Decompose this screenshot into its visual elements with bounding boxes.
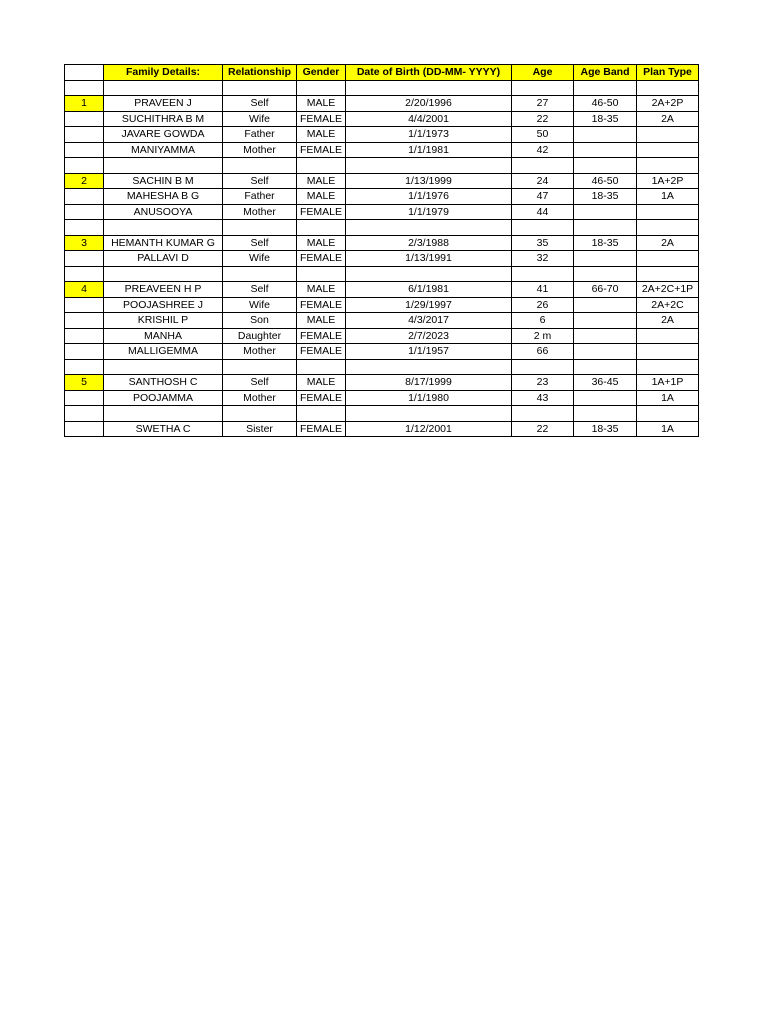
spacer-cell bbox=[297, 158, 346, 174]
plan-type-cell: 2A+2C+1P bbox=[637, 282, 699, 298]
spacer-cell bbox=[104, 406, 223, 422]
age-band-cell bbox=[574, 313, 637, 329]
spacer-cell bbox=[297, 220, 346, 236]
spacer-cell bbox=[574, 158, 637, 174]
family-number-cell bbox=[65, 297, 104, 313]
date-of-birth-cell: 1/12/2001 bbox=[346, 421, 512, 437]
age-band-cell: 18-35 bbox=[574, 189, 637, 205]
spacer-cell bbox=[65, 406, 104, 422]
family-number-cell: 1 bbox=[65, 96, 104, 112]
gender-cell: FEMALE bbox=[297, 204, 346, 220]
plan-type-cell: 2A bbox=[637, 235, 699, 251]
age-cell: 27 bbox=[512, 96, 574, 112]
age-cell: 47 bbox=[512, 189, 574, 205]
relationship-cell: Sister bbox=[223, 421, 297, 437]
gender-cell: FEMALE bbox=[297, 328, 346, 344]
age-cell: 6 bbox=[512, 313, 574, 329]
spacer-cell bbox=[637, 80, 699, 96]
spacer-cell bbox=[574, 359, 637, 375]
spacer-cell bbox=[346, 266, 512, 282]
age-band-cell: 46-50 bbox=[574, 173, 637, 189]
age-cell: 41 bbox=[512, 282, 574, 298]
table-row bbox=[65, 328, 699, 344]
age-cell: 66 bbox=[512, 344, 574, 360]
header-cell-blank bbox=[65, 65, 104, 81]
spacer-cell bbox=[104, 158, 223, 174]
spacer-cell bbox=[512, 266, 574, 282]
relationship-cell: Self bbox=[223, 282, 297, 298]
member-name-cell: MALLIGEMMA bbox=[104, 344, 223, 360]
family-number-cell bbox=[65, 111, 104, 127]
spacer-cell bbox=[574, 406, 637, 422]
spacer-cell bbox=[346, 406, 512, 422]
spacer-cell bbox=[104, 220, 223, 236]
age-cell: 43 bbox=[512, 390, 574, 406]
gender-cell: FEMALE bbox=[297, 390, 346, 406]
gender-cell: MALE bbox=[297, 282, 346, 298]
member-name-cell: MANIYAMMA bbox=[104, 142, 223, 158]
date-of-birth-cell: 1/29/1997 bbox=[346, 297, 512, 313]
plan-type-cell: 1A bbox=[637, 390, 699, 406]
spacer-cell bbox=[223, 80, 297, 96]
family-number-cell bbox=[65, 421, 104, 437]
spacer-row bbox=[65, 359, 699, 375]
plan-type-cell: 2A+2P bbox=[637, 96, 699, 112]
member-name-cell: MANHA bbox=[104, 328, 223, 344]
date-of-birth-cell: 2/3/1988 bbox=[346, 235, 512, 251]
header-plan-type: Plan Type bbox=[637, 65, 699, 81]
age-band-cell: 18-35 bbox=[574, 235, 637, 251]
relationship-cell: Self bbox=[223, 235, 297, 251]
plan-type-cell bbox=[637, 328, 699, 344]
spacer-cell bbox=[223, 406, 297, 422]
member-name-cell: KRISHIL P bbox=[104, 313, 223, 329]
table-row bbox=[65, 142, 699, 158]
gender-cell: FEMALE bbox=[297, 344, 346, 360]
relationship-cell: Son bbox=[223, 313, 297, 329]
spacer-cell bbox=[223, 220, 297, 236]
plan-type-cell bbox=[637, 142, 699, 158]
spacer-cell bbox=[223, 359, 297, 375]
table-row bbox=[65, 313, 699, 329]
table-row bbox=[65, 375, 699, 391]
date-of-birth-cell: 1/1/1973 bbox=[346, 127, 512, 143]
age-band-cell bbox=[574, 297, 637, 313]
spacer-cell bbox=[637, 406, 699, 422]
spacer-cell bbox=[637, 220, 699, 236]
plan-type-cell: 1A bbox=[637, 189, 699, 205]
member-name-cell: SACHIN B M bbox=[104, 173, 223, 189]
age-cell: 35 bbox=[512, 235, 574, 251]
gender-cell: MALE bbox=[297, 96, 346, 112]
relationship-cell: Self bbox=[223, 96, 297, 112]
family-number-cell: 3 bbox=[65, 235, 104, 251]
age-band-cell: 18-35 bbox=[574, 421, 637, 437]
table-row bbox=[65, 173, 699, 189]
date-of-birth-cell: 4/4/2001 bbox=[346, 111, 512, 127]
age-cell: 42 bbox=[512, 142, 574, 158]
date-of-birth-cell: 1/13/1991 bbox=[346, 251, 512, 267]
table-row bbox=[65, 390, 699, 406]
age-cell: 22 bbox=[512, 421, 574, 437]
family-number-cell bbox=[65, 189, 104, 205]
relationship-cell: Mother bbox=[223, 142, 297, 158]
age-cell: 44 bbox=[512, 204, 574, 220]
spacer-cell bbox=[104, 80, 223, 96]
spacer-cell bbox=[297, 359, 346, 375]
gender-cell: MALE bbox=[297, 173, 346, 189]
table-row bbox=[65, 96, 699, 112]
member-name-cell: SANTHOSH C bbox=[104, 375, 223, 391]
table-row bbox=[65, 189, 699, 205]
gender-cell: FEMALE bbox=[297, 111, 346, 127]
spacer-cell bbox=[574, 266, 637, 282]
member-name-cell: JAVARE GOWDA bbox=[104, 127, 223, 143]
date-of-birth-cell: 4/3/2017 bbox=[346, 313, 512, 329]
age-band-cell bbox=[574, 328, 637, 344]
gender-cell: FEMALE bbox=[297, 421, 346, 437]
plan-type-cell: 1A+2P bbox=[637, 173, 699, 189]
age-cell: 2 m bbox=[512, 328, 574, 344]
gender-cell: MALE bbox=[297, 235, 346, 251]
table-row bbox=[65, 421, 699, 437]
gender-cell: MALE bbox=[297, 375, 346, 391]
header-relationship: Relationship bbox=[223, 65, 297, 81]
date-of-birth-cell: 1/1/1980 bbox=[346, 390, 512, 406]
member-name-cell: PRAVEEN J bbox=[104, 96, 223, 112]
family-number-cell: 2 bbox=[65, 173, 104, 189]
spacer-row bbox=[65, 80, 699, 96]
plan-type-cell bbox=[637, 344, 699, 360]
relationship-cell: Daughter bbox=[223, 328, 297, 344]
plan-type-cell: 2A bbox=[637, 111, 699, 127]
plan-type-cell: 2A+2C bbox=[637, 297, 699, 313]
spacer-cell bbox=[512, 80, 574, 96]
spacer-cell bbox=[297, 266, 346, 282]
relationship-cell: Mother bbox=[223, 390, 297, 406]
spacer-cell bbox=[512, 220, 574, 236]
family-number-cell bbox=[65, 204, 104, 220]
relationship-cell: Wife bbox=[223, 251, 297, 267]
relationship-cell: Father bbox=[223, 127, 297, 143]
spacer-cell bbox=[512, 158, 574, 174]
table-row bbox=[65, 251, 699, 267]
age-cell: 26 bbox=[512, 297, 574, 313]
member-name-cell: ANUSOOYA bbox=[104, 204, 223, 220]
relationship-cell: Father bbox=[223, 189, 297, 205]
member-name-cell: SUCHITHRA B M bbox=[104, 111, 223, 127]
family-number-cell bbox=[65, 390, 104, 406]
plan-type-cell: 1A+1P bbox=[637, 375, 699, 391]
header-date-of-birth: Date of Birth (DD-MM- YYYY) bbox=[346, 65, 512, 81]
spacer-cell bbox=[65, 266, 104, 282]
plan-type-cell bbox=[637, 251, 699, 267]
family-number-cell bbox=[65, 328, 104, 344]
age-band-cell bbox=[574, 251, 637, 267]
table-row bbox=[65, 127, 699, 143]
spacer-cell bbox=[512, 359, 574, 375]
spacer-cell bbox=[346, 359, 512, 375]
spacer-cell bbox=[574, 80, 637, 96]
gender-cell: FEMALE bbox=[297, 142, 346, 158]
age-cell: 32 bbox=[512, 251, 574, 267]
plan-type-cell bbox=[637, 204, 699, 220]
family-number-cell bbox=[65, 127, 104, 143]
relationship-cell: Wife bbox=[223, 111, 297, 127]
age-band-cell: 36-45 bbox=[574, 375, 637, 391]
spacer-cell bbox=[637, 158, 699, 174]
family-number-cell: 5 bbox=[65, 375, 104, 391]
spacer-cell bbox=[637, 359, 699, 375]
member-name-cell: PREAVEEN H P bbox=[104, 282, 223, 298]
header-age-band: Age Band bbox=[574, 65, 637, 81]
spacer-cell bbox=[104, 359, 223, 375]
header-age: Age bbox=[512, 65, 574, 81]
spacer-cell bbox=[637, 266, 699, 282]
spacer-cell bbox=[297, 80, 346, 96]
spacer-cell bbox=[104, 266, 223, 282]
spacer-cell bbox=[65, 80, 104, 96]
plan-type-cell bbox=[637, 127, 699, 143]
member-name-cell: PALLAVI D bbox=[104, 251, 223, 267]
member-name-cell: POOJASHREE J bbox=[104, 297, 223, 313]
spacer-cell bbox=[512, 406, 574, 422]
date-of-birth-cell: 1/1/1979 bbox=[346, 204, 512, 220]
plan-type-cell: 2A bbox=[637, 313, 699, 329]
spacer-cell bbox=[223, 158, 297, 174]
spacer-row bbox=[65, 158, 699, 174]
relationship-cell: Mother bbox=[223, 344, 297, 360]
member-name-cell: POOJAMMA bbox=[104, 390, 223, 406]
plan-type-cell: 1A bbox=[637, 421, 699, 437]
age-band-cell: 66-70 bbox=[574, 282, 637, 298]
gender-cell: MALE bbox=[297, 127, 346, 143]
spacer-cell bbox=[346, 80, 512, 96]
header-gender: Gender bbox=[297, 65, 346, 81]
age-cell: 50 bbox=[512, 127, 574, 143]
spacer-row bbox=[65, 406, 699, 422]
relationship-cell: Self bbox=[223, 375, 297, 391]
age-cell: 23 bbox=[512, 375, 574, 391]
spacer-row bbox=[65, 220, 699, 236]
family-number-cell: 4 bbox=[65, 282, 104, 298]
table-row bbox=[65, 282, 699, 298]
spacer-row bbox=[65, 266, 699, 282]
member-name-cell: MAHESHA B G bbox=[104, 189, 223, 205]
family-number-cell bbox=[65, 142, 104, 158]
gender-cell: MALE bbox=[297, 313, 346, 329]
date-of-birth-cell: 8/17/1999 bbox=[346, 375, 512, 391]
gender-cell: MALE bbox=[297, 189, 346, 205]
age-band-cell: 46-50 bbox=[574, 96, 637, 112]
family-number-cell bbox=[65, 313, 104, 329]
member-name-cell: SWETHA C bbox=[104, 421, 223, 437]
date-of-birth-cell: 6/1/1981 bbox=[346, 282, 512, 298]
age-band-cell bbox=[574, 344, 637, 360]
spacer-cell bbox=[297, 406, 346, 422]
spacer-cell bbox=[65, 158, 104, 174]
header-row bbox=[65, 65, 699, 81]
relationship-cell: Mother bbox=[223, 204, 297, 220]
age-band-cell bbox=[574, 142, 637, 158]
age-band-cell: 18-35 bbox=[574, 111, 637, 127]
age-band-cell bbox=[574, 390, 637, 406]
age-cell: 22 bbox=[512, 111, 574, 127]
table-row bbox=[65, 111, 699, 127]
family-details-table bbox=[64, 64, 699, 437]
member-name-cell: HEMANTH KUMAR G bbox=[104, 235, 223, 251]
date-of-birth-cell: 2/7/2023 bbox=[346, 328, 512, 344]
gender-cell: FEMALE bbox=[297, 251, 346, 267]
age-band-cell bbox=[574, 204, 637, 220]
table-row bbox=[65, 204, 699, 220]
spacer-cell bbox=[65, 220, 104, 236]
date-of-birth-cell: 1/1/1976 bbox=[346, 189, 512, 205]
age-band-cell bbox=[574, 127, 637, 143]
family-number-cell bbox=[65, 344, 104, 360]
header-family-details: Family Details: bbox=[104, 65, 223, 81]
relationship-cell: Wife bbox=[223, 297, 297, 313]
spacer-cell bbox=[574, 220, 637, 236]
date-of-birth-cell: 1/1/1981 bbox=[346, 142, 512, 158]
spacer-cell bbox=[346, 220, 512, 236]
date-of-birth-cell: 1/1/1957 bbox=[346, 344, 512, 360]
age-cell: 24 bbox=[512, 173, 574, 189]
table-row bbox=[65, 297, 699, 313]
table-row bbox=[65, 344, 699, 360]
spacer-cell bbox=[65, 359, 104, 375]
spacer-cell bbox=[223, 266, 297, 282]
family-number-cell bbox=[65, 251, 104, 267]
relationship-cell: Self bbox=[223, 173, 297, 189]
spacer-cell bbox=[346, 158, 512, 174]
table-row bbox=[65, 235, 699, 251]
date-of-birth-cell: 2/20/1996 bbox=[346, 96, 512, 112]
gender-cell: FEMALE bbox=[297, 297, 346, 313]
date-of-birth-cell: 1/13/1999 bbox=[346, 173, 512, 189]
